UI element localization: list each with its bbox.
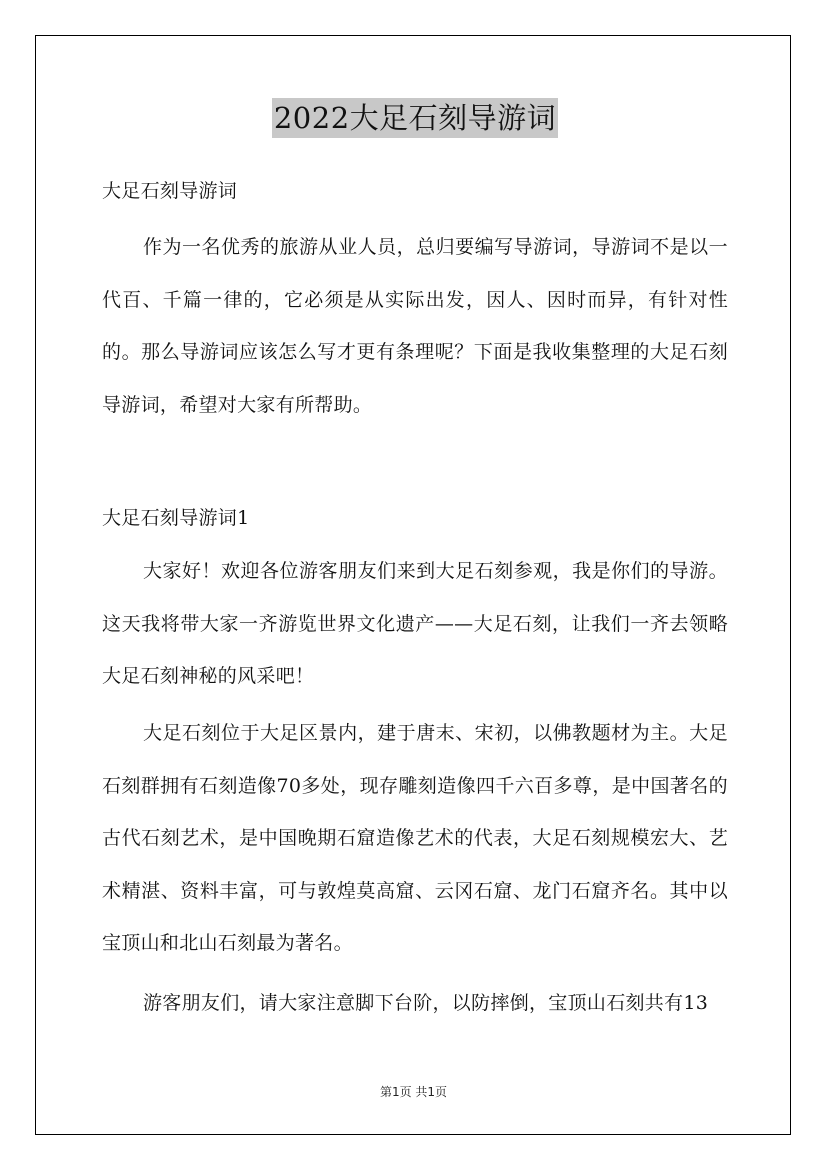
subtitle-paragraph: 大足石刻导游词 bbox=[102, 180, 238, 202]
intro-paragraph: 作为一名优秀的旅游从业人员，总归要编写导游词，导游词不是以一代百、千篇一律的，它必须是从实际出发，因人、因时而异，有针对性的。那么导游词应该怎么写才更有条理呢？下面是我收集整理的大足石刻导游词，希望对大家有所帮助。 bbox=[102, 236, 728, 416]
document-title: 2022大足石刻导游词 bbox=[272, 98, 558, 138]
page-footer: 第1页 共1页 bbox=[379, 1085, 448, 1099]
title-container bbox=[102, 98, 728, 138]
body-paragraph-baoding: 游客朋友们，请大家注意脚下台阶，以防摔倒，宝顶山石刻共有13 bbox=[143, 992, 709, 1014]
body-paragraph-welcome: 大家好！欢迎各位游客朋友们来到大足石刻参观，我是你们的导游。这天我将带大家一齐游览世界文化遗产——大足石刻，让我们一齐去领略大足石刻神秘的风采吧！ bbox=[102, 560, 728, 687]
body-paragraph-location: 大足石刻位于大足区景内，建于唐末、宋初，以佛教题材为主。大足石刻群拥有石刻造像70多处，现存雕刻造像四千六百多尊，是中国著名的古代石刻艺术，是中国晚期石窟造像艺术的代表，大足石刻规模宏大、艺术精湛、资料丰富，可与敦煌莫高窟、云冈石窟、龙门石窟齐名。其中以宝顶山和北山石刻最为著名。 bbox=[102, 722, 728, 954]
section-heading: 大足石刻导游词1 bbox=[102, 507, 250, 529]
